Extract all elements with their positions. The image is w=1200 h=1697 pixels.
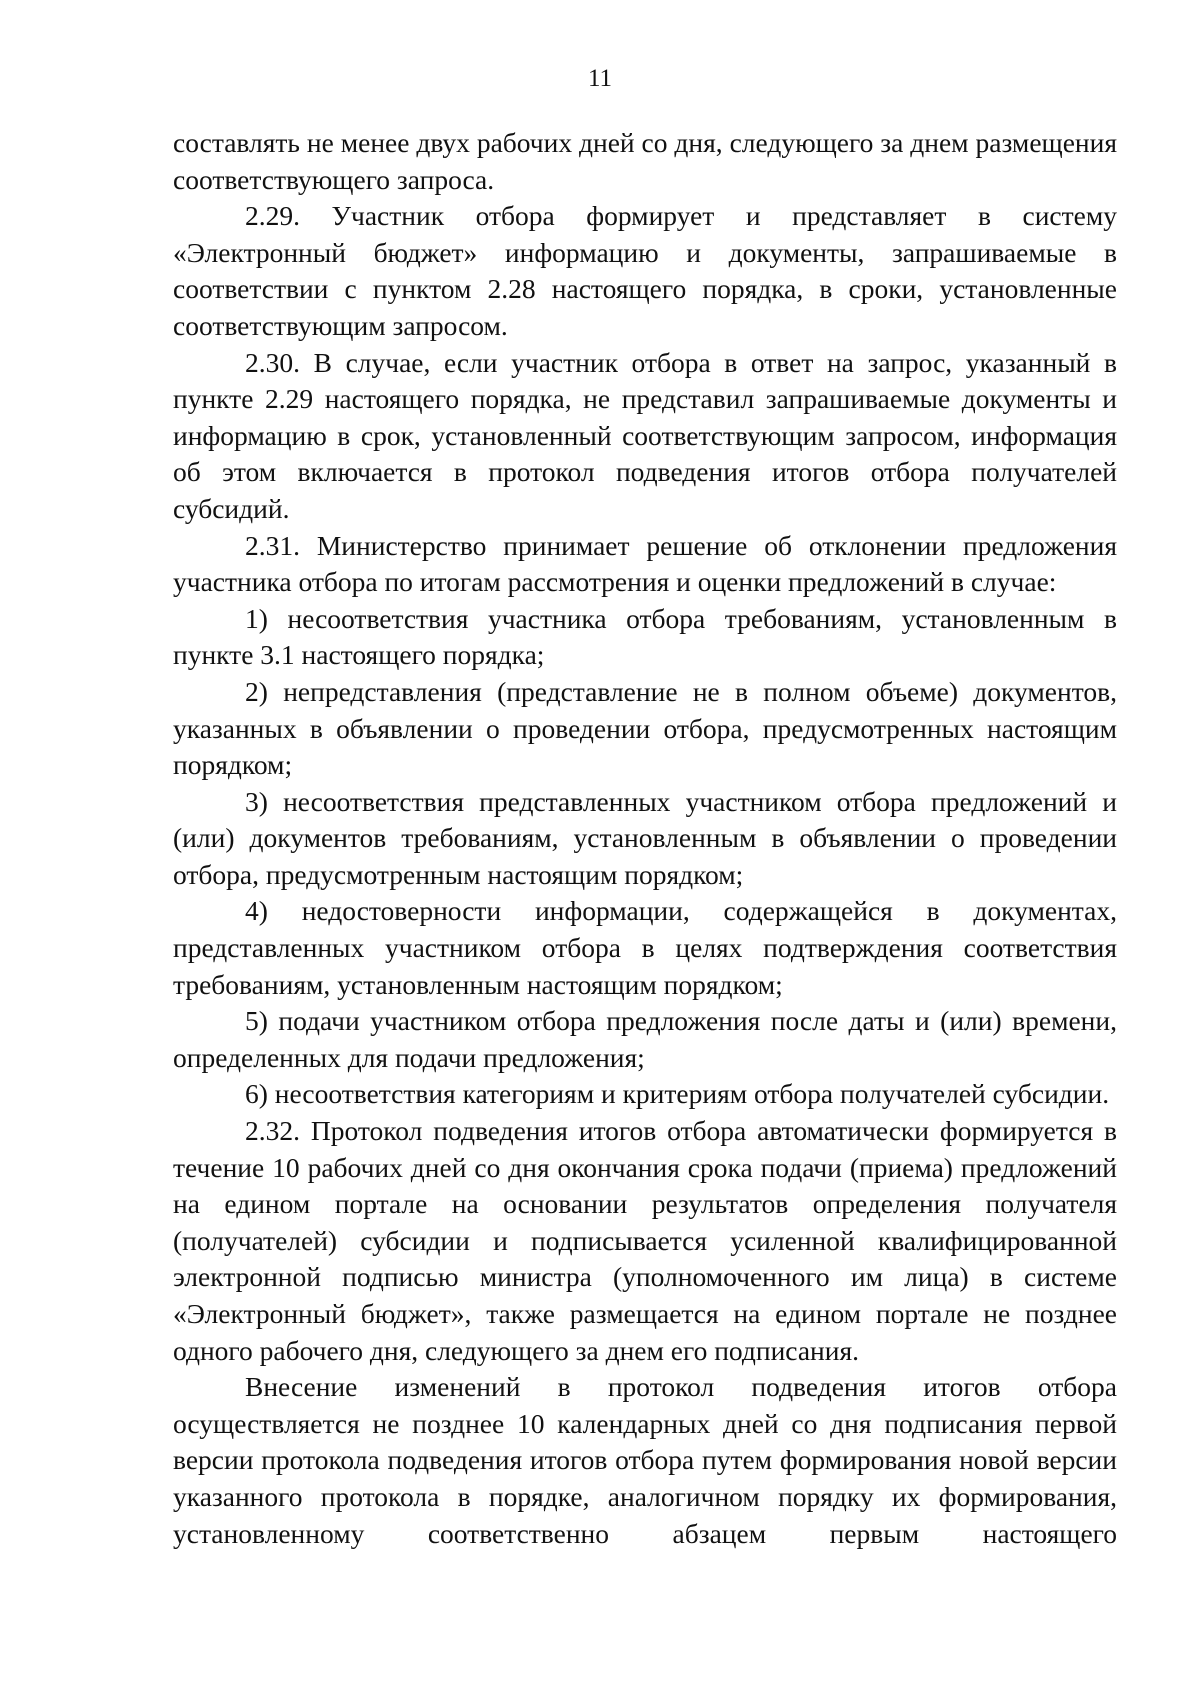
page-number: 11 (587, 65, 613, 92)
paragraph-2-29: 2.29. Участник отбора формирует и представляет в систему «Электронный бюджет» информацию и документы, запрашиваемые в соответствии с пунктом 2.28 настоящего порядка, в сроки, установленные соответствующим запросом. (173, 200, 1117, 341)
list-item-3: 3) несоответствия представленных участником отбора предложений и (или) документов требованиям, установленным в объявлении о проведении отбора, предусмотренным настоящим порядком; (173, 785, 1117, 890)
paragraph-2-30: 2.30. В случае, если участник отбора в ответ на запрос, указанный в пункте 2.29 настоящего порядка, не представил запрашиваемые документы и информацию в срок, установленный соответствующим запросом, информация об этом включается в протокол подведения итогов отбора получателей субсидий. (173, 346, 1117, 524)
list-item-6: 6) несоответствия категориям и критериям отбора получателей субсидии. (245, 1078, 1110, 1110)
document-body (173, 125, 1117, 1552)
paragraph-2-32: 2.32. Протокол подведения итогов отбора автоматически формируется в течение 10 рабочих дней со дня окончания срока подачи (приема) предложений на едином портале на основании результатов определения получателя (получателей) субсидии и подписывается усиленной квалифицированной электронной подписью министра (уполномоченного им лица) в системе «Электронный бюджет», также размещается на едином портале не позднее одного рабочего дня, следующего за днем его подписания. (173, 1115, 1117, 1366)
paragraph-protocol-changes: Внесение изменений в протокол подведения итогов отбора осуществляется не позднее 10 календарных дней со дня подписания первой версии протокола подведения итогов отбора путем формирования новой версии указанного протокола в порядке, аналогичном порядку их формирования, установленному соответственно абзацем первым настоящего (173, 1371, 1117, 1549)
list-item-5: 5) подачи участником отбора предложения после даты и (или) времени, определенных для подачи предложения; (173, 1005, 1117, 1073)
list-item-1: 1) несоответствия участника отбора требованиям, установленным в пункте 3.1 настоящего порядка; (173, 602, 1117, 671)
paragraph-2-31: 2.31. Министерство принимает решение об отклонении предложения участника отбора по итогам рассмотрения и оценки предложений в случае: (173, 529, 1117, 598)
list-item-2: 2) непредставления (представление не в полном объеме) документов, указанных в объявлении о проведении отбора, предусмотренных настоящим порядком; (173, 675, 1117, 781)
paragraph-continuation: составлять не менее двух рабочих дней со дня, следующего за днем размещения соответствующего запроса. (173, 127, 1117, 195)
list-item-4: 4) недостоверности информации, содержащейся в документах, представленных участником отбора в целях подтверждения соответствия требованиям, установленным настоящим порядком; (173, 895, 1117, 1000)
